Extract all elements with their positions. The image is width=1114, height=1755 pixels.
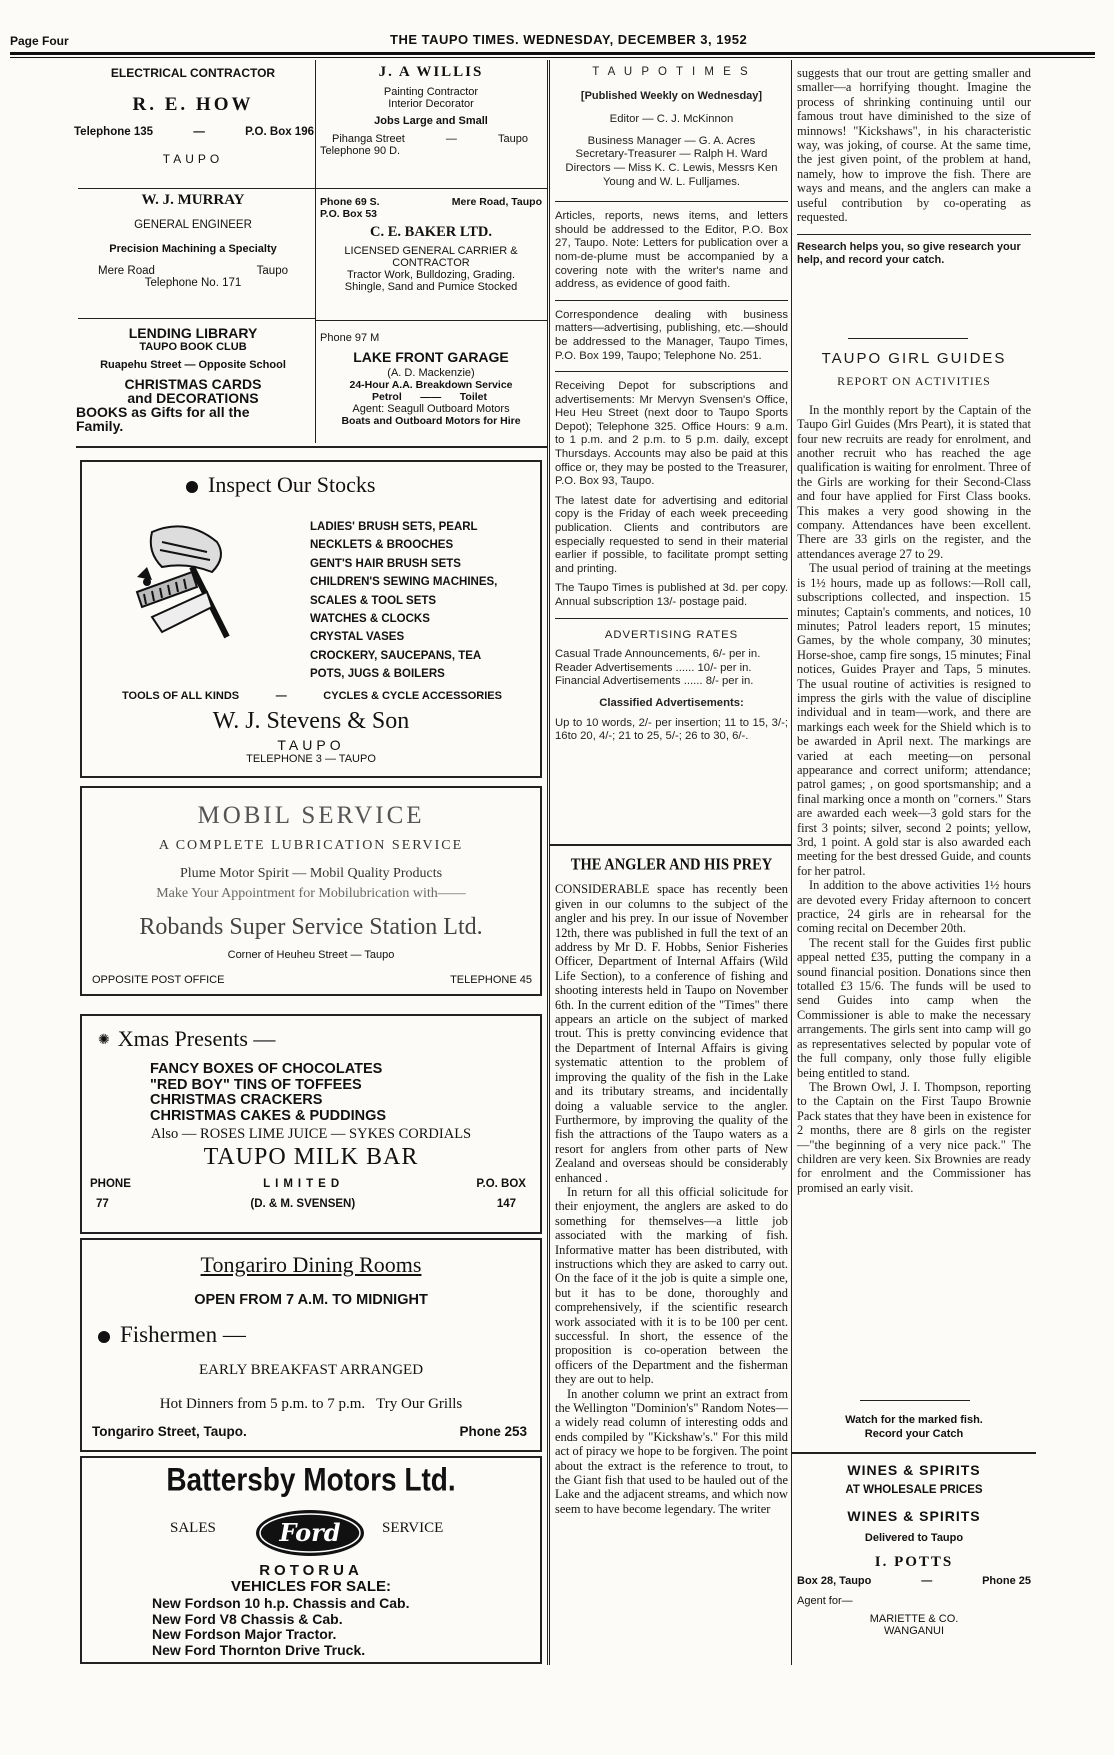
ford-logo-icon (254, 1508, 366, 1558)
masthead-rule (10, 52, 1095, 55)
column-divider (791, 60, 792, 1665)
ad-specialty: Precision Machining a Specialty (109, 243, 277, 255)
list-item: LADIES' BRUSH SETS, PEARL (310, 521, 478, 533)
ad-name: R. E. HOW (132, 94, 254, 115)
ad-po-box: P.O. Box 196 (245, 126, 314, 138)
ad-lake-front-garage: Phone 97 M LAKE FRONT GARAGE (A. D. Mackenzie) 24-Hour A.A. Breakdown Service Petrol —— Toilet Agent: Seagull Outboard Motors Boats and Outboard Motors for Hire (320, 332, 542, 427)
column-divider (315, 60, 316, 443)
ad-taupo-milk-bar: ✺ Xmas Presents — FANCY BOXES OF CHOCOLATES "RED BOY" TINS OF TOFFEES CHRISTMAS CRACKERS CHRISTMAS CAKES & PUDDINGS Also — ROSES LIME JUICE — SYKES CORDIALS TAUPO MILK BAR PHONE LIMITED P.O. BOX 77 (D. & M. SVENSEN) 147 (80, 1014, 542, 1234)
list-item: CRYSTAL VASES (310, 631, 405, 644)
ad-tongariro-dining-rooms: Tongariro Dining Rooms OPEN FROM 7 A.M. TO MIDNIGHT Fishermen — EARLY BREAKFAST ARRANGED Hot Dinners from 5 p.m. to 7 p.m. Try Our Grills Tongariro Street, Taupo. Phone 253 (80, 1238, 542, 1452)
list-item: POTS, JUGS & BOILERS (310, 668, 445, 681)
ad-name: W. J. MURRAY (141, 192, 245, 208)
page-number: Page Four (10, 34, 69, 48)
ad-telephone: Telephone 135 (74, 126, 154, 138)
article-title: THE ANGLER AND HIS PREY (570, 855, 773, 875)
bullet-icon (186, 481, 198, 493)
column-divider (547, 60, 548, 1665)
ad-name: I. POTTS (874, 1554, 954, 1570)
masthead-rule-thin (10, 57, 1095, 58)
list-item: New Fordson 10 h.p. Chassis and Cab. (152, 1595, 410, 1611)
ad-mobil-service: MOBIL SERVICE A COMPLETE LUBRICATION SERVICE Plume Motor Spirit — Mobil Quality Products Make Your Appointment for Mobilubrication with—— Robands Super Service Station Ltd. Corner of Heuheu Street — Taupo OPPOSITE POST OFFICE TELEPHONE 45 (80, 786, 542, 996)
ad-headline: Inspect Our Stocks (208, 472, 376, 497)
list-item: New Ford Thornton Drive Truck. (152, 1641, 366, 1658)
column-divider (549, 60, 550, 1665)
ad-name: J. A WILLIS (378, 64, 484, 80)
ad-name: TAUPO MILK BAR (203, 1144, 419, 1170)
list-item: WATCHES & CLOCKS (310, 613, 430, 626)
list-item: New Ford V8 Chassis & Cab. (152, 1610, 343, 1627)
list-item: "RED BOY" TINS OF TOFFEES (150, 1076, 362, 1093)
stock-list (310, 518, 497, 684)
article-angler-continued: suggests that our trout are getting smaller and smaller—a horrifying thought. Imagine the process of shrinking continuing until our famous trout have diminished to the size of minnows! "Kickshaws", in his characteristic way, was joking, of course. At the same time, the jest given point, of the problem at hand, namely, how to improve the fish. There are ways and means, and the anglers can make a useful contribution by co-operating as requested. Research helps you, so give research your help, and record your catch. (797, 66, 1031, 267)
bullet-icon (98, 1331, 110, 1343)
taupo-times-info: T A U P O T I M E S [Published Weekly on Wednesday] Editor — C. J. McKinnon Business Manager — G. A. Acres Secretary-Treasurer — Ralph H. Ward Directors — Miss K. C. Lewis, Messrs Ken Young and W. L. Fulljames. Articles, reports, news items, and letters should be addressed to the Editor, P.O. Box 27, Taupo. Note: Letters for publication over a nom-de-plume must be accompanied by a covering note with the writer's name and address, as evidence of good faith. Correspondence dealing with business matters—advertising, publishing, etc.—should be addressed to the Manager, Taupo Times, P.O. Box 199, Taupo; Telephone No. 251. Receiving Depot for subscriptions and advertisements: Mr Mervyn Svensen's Office, Heu Heu Street (next door to Taupo Sports Depot); Telephone 325. Office Hours: 9 a.m. to 1 p.m. and 2 p.m. to 5 p.m. daily, except Thursdays. Accounts may also be paid at this office or, they may be posted to the Treasurer, P.O. Box 93, Taupo. The latest date for advertising and editorial copy is the Friday of each week preceeding publication. Clients and contributors are especially requested to send in their material earlier if possible, to facilitate prompt setting and printing. The Taupo Times is published at 3d. per copy. Annual subscription 13/- postage paid. ADVERTISING RATES Casual Trade Announcements, 6/- per in. Reader Advertisements ...... 10/- per in. Financial Advertisements ...... 8/- per in. Classified Advertisements: Up to 10 words, 2/- per insertion; 11 to 15, 3/-; 16to 20, 4/-; 21 to 25, 5/-; 26 to 30, 6/-. (555, 66, 788, 743)
ad-headline: MOBIL SERVICE (197, 802, 425, 829)
list-item: CHRISTMAS CRACKERS (150, 1092, 323, 1108)
article-title: TAUPO GIRL GUIDES (821, 350, 1007, 367)
star-icon: ✺ (98, 1033, 110, 1049)
ad-battersby-motors: Battersby Motors Ltd. SALES Ford SERVICE ROTORUA VEHICLES FOR SALE: New Fordson 10 h.p. Chassis and Cab. New Ford V8 Chassis & Cab. New Fordson Major Tractor. New Ford Thornton Drive Truck. (80, 1456, 542, 1664)
article-angler: THE ANGLER AND HIS PREY CONSIDERABLE space has recently been given in our columns to the subject of the angler and his prey. In our issue of November 12th, there was published in full the text of an address by Mr D. F. Hobbs, Senior Fisheries Officer, Department of Internal Affairs (Wild Life Section), to a conference of fishing and shooting interests held in Taupo on November 6th. In the current edition of the "Times" there appears an article on the subject of marked trout. This is pretty convincing evidence that the Department of Internal Affairs is giving systematic attention to the problem of improving the quality of the fish in the Lake and its tributary streams, and incidentally doing a valuable service to the angler. Furthermore, by improving the quality of the fish the attractions of the Taupo waters as a resort for anglers from other parts of New Zealand and overseas should be considerably enhanced . In return for all this official solicitude for their enjoyment, the anglers are asked to do something for themselves—a little job associated with the marking of fish. Informative matter has been distributed, with instructions which they are asked to carry out. On the face of it the job is quite a simple one, but it has to be done, thoroughly and comprehensively, if the scientific research work associated with it is to be 100 per cent. successful. In short, the essence of the proposition is co-operation between the officers of the Department and the fisherman they are out to help. In another column we print an extract from the Wellington "Dominion's" Random Notes—a widely read column of interesting odds and ends compiled by "Kickshaw's." For this mild act of piracy we hope to be forgiven. The point about the extract is the reference to trout, to the Giant fish that used to be hauled out of the Lake and the adjacent streams, and which now seem to have become legendary. The writer (555, 855, 788, 1516)
ad-wj-murray: W. J. MURRAY GENERAL ENGINEER Precision Machining a Specialty Mere Road Taupo Telephone No. 171 (78, 192, 308, 289)
ad-name: LAKE FRONT GARAGE (353, 349, 509, 365)
ad-re-how: ELECTRICAL CONTRACTOR R. E. HOW Telephone 135 — P.O. Box 196 TAUPO (74, 66, 314, 166)
ad-ce-baker: Phone 69 S. Mere Road, Taupo P.O. Box 53 C. E. BAKER LTD. LICENSED GENERAL CARRIER & CONTRACTOR Tractor Work, Bulldozing, Grading. Shingle, Sand and Pumice Stocked (320, 196, 542, 293)
list-item: CROCKERY, SAUCEPANS, TEA (310, 649, 482, 662)
ad-telephone: Telephone No. 171 (144, 277, 242, 289)
ad-wj-stevens: Inspect Our Stocks LADIES' BRUSH SETS, PEARL NECKLETS & BROOCHES GENT'S HAIR BRUSH SETS CHILDREN'S SEWING MACHINES, SCALES & TOOL SETS WATCHES & CLOCKS CRYSTAL VASES CROCKERY, SAUCEPANS, TEA POTS, JUGS & BOILERS TOOLS OF ALL KINDS — CYCLES & CYCLE ACCESSORIES W. J. Stevens & Son TAUPO TELEPHONE 3 — TAUPO (80, 460, 542, 778)
ad-lending-library: LENDING LIBRARY TAUPO BOOK CLUB Ruapehu Street — Opposite School CHRISTMAS CARDS and DECORATIONS BOOKS as Gifts for all the Family. (76, 326, 310, 433)
ad-name: Battersby Motors Ltd. (166, 1461, 456, 1498)
paper-title-date: THE TAUPO TIMES. WEDNESDAY, DECEMBER 3, 1952 (390, 32, 748, 47)
list-item: FANCY BOXES OF CHOCOLATES (150, 1061, 383, 1077)
ad-headline: Xmas Presents — (117, 1026, 276, 1051)
article-girl-guides: TAUPO GIRL GUIDES REPORT ON ACTIVITIES In the monthly report by the Captain of the Taupo Girl Guides (Mrs Peart), it is stated that four new recruits are ready for enrolment, and another recruit who has reached the age qualification is waiting for enrolment. Three of the Girls are working for their Second-Class and four have applied for First Class books. This makes a very good showing in the company. Attendances have been excellent. There are 33 girls on the register, and the attendances average 27 to 29. The usual period of training at the meetings is 1½ hours, made up as follows:—Roll call, subscriptions collected, and inspection. 15 minutes; Captain's comments, and notices, 10 minutes; Patrol leaders report, 15 minutes; Games, by the whole company, 30 minutes; Horse-shoe, camp fire songs, 15 minutes; Final notices, Guides Prayer and Taps, 5 minutes. The usual routine of activities is resigned to impress the girls with the value of discipline individual and in team—work, and there are markings each week for the Shield which is to be awarded in April next. The markings are varied at each meeting—on personal appearance and correct uniform; attendance; patrol games; , on good sportsmanship; and a final marking once a month on "corners." Stars are awarded each week—3 gold stars for the first 3 points; silver, second 2 points; yellow, 3rd, 1 point. A gold star is also awarded each meeting for the best dressed Guide, and counts for her patrol. In addition to the above activities 1½ hours are devoted every Friday afternoon to concert practice, 24 girls are in rehearsal for the coming recital on December 20th. The recent stall for the Guides first public appeal netted £35, putting the company in a sound financial position. Donations since then totalled £3 15/6. The funds will be used to send Guides into camp when the Commissioner is able to make the necessary arrangements. The girls sent into camp will go as representatives selected by popular vote of the full company, only those fully eligible being entitled to stand. The Brown Owl, J. I. Thompson, reporting to the Captain on the First Taupo Brownie Pack states that they have been in existence for 2 months, there are 8 girls on the register—"the beginning of a very nice pack." The children are very keen. Six Brownies are ready for enrolment and the Commissioner has promised an early visit. (797, 350, 1032, 1195)
ad-trade: GENERAL ENGINEER (134, 219, 252, 231)
list-item: SCALES & TOOL SETS (310, 594, 437, 607)
list-item: CHRISTMAS CAKES & PUDDINGS (150, 1107, 387, 1124)
brush-and-comb-icon (132, 512, 252, 647)
svg-text:Ford: Ford (279, 1518, 341, 1547)
ad-name: W. J. Stevens & Son (212, 708, 410, 734)
list-item: New Fordson Major Tractor. (152, 1626, 337, 1642)
ad-name: C. E. BAKER LTD. (370, 224, 492, 240)
list-item: GENT'S HAIR BRUSH SETS (310, 557, 461, 570)
ad-wines-spirits: WINES & SPIRITS AT WHOLESALE PRICES WINES & SPIRITS Delivered to Taupo I. POTTS Box 28, Taupo — Phone 25 Agent for— MARIETTE & CO. WANGANUI (797, 1462, 1031, 1637)
ad-town: TAUPO (162, 152, 224, 166)
info-title: T A U P O T I M E S (592, 66, 751, 78)
list-item: CHILDREN'S SEWING MACHINES, (310, 576, 498, 589)
list-item: NECKLETS & BROOCHES (310, 539, 454, 552)
ad-name: Tongariro Dining Rooms (200, 1252, 422, 1277)
masthead (10, 30, 1095, 50)
guides-tagline: Watch for the marked fish. Record your Catch (845, 1414, 983, 1440)
article-subtitle: REPORT ON ACTIVITIES (837, 374, 991, 389)
ad-heading: LENDING LIBRARY (128, 325, 258, 341)
ad-ja-willis: J. A WILLIS Painting Contractor Interior Decorator Jobs Large and Small Pihanga Street — Taupo Telephone 90 D. (320, 64, 542, 157)
ad-name: Robands Super Service Station Ltd. (139, 914, 483, 940)
ad-heading: ELECTRICAL CONTRACTOR (110, 66, 276, 80)
